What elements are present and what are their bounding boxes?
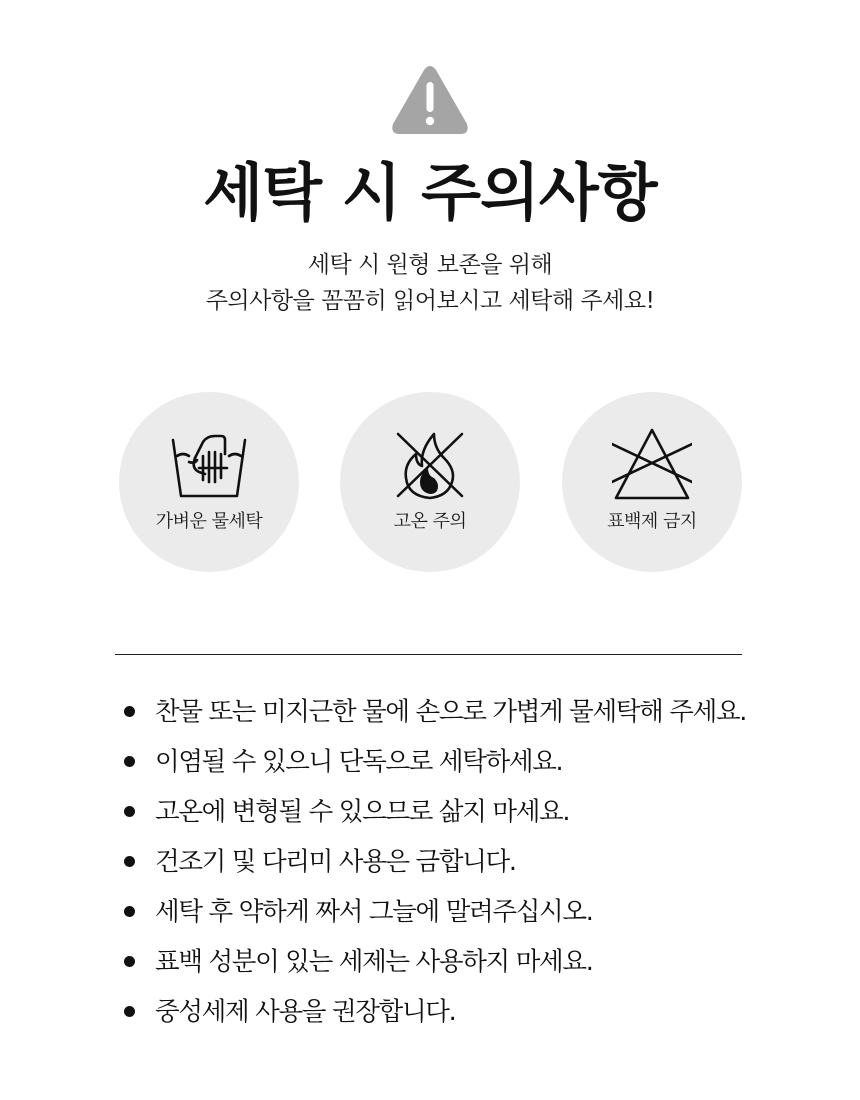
bullet-icon — [124, 906, 135, 917]
subtitle-line-2: 주의사항을 꼼꼼히 읽어보시고 세탁해 주세요! — [205, 288, 655, 314]
list-item — [124, 988, 824, 1038]
bullet-icon — [124, 756, 135, 767]
bullet-icon — [124, 806, 135, 817]
subtitle-line-1: 세탁 시 원형 보존을 위해 — [307, 252, 553, 278]
page-title: 세탁 시 주의사항 — [203, 156, 657, 229]
notice-text: 고온에 변형될 수 있으므로 삶지 마세요. — [155, 797, 570, 827]
bullet-icon — [124, 956, 135, 967]
notice-text: 표백 성분이 있는 세제는 사용하지 마세요. — [155, 947, 593, 977]
list-item — [124, 688, 824, 738]
bullet-icon — [124, 706, 135, 717]
notice-text: 중성세제 사용을 권장합니다. — [155, 997, 456, 1027]
care-symbol-no-bleach — [562, 392, 742, 572]
care-label-hand-wash: 가벼운 물세탁 — [155, 511, 263, 532]
list-item — [124, 838, 824, 888]
list-item — [124, 888, 824, 938]
care-label-no-heat: 고온 주의 — [393, 511, 467, 532]
care-label-no-bleach: 표백제 금지 — [607, 511, 697, 532]
notice-text: 세탁 후 약하게 짜서 그늘에 말려주십시오. — [155, 897, 593, 927]
list-item — [124, 938, 824, 988]
notice-list — [124, 688, 824, 1038]
bullet-icon — [124, 1006, 135, 1017]
bullet-icon — [124, 856, 135, 867]
no-bleach-icon — [612, 428, 692, 502]
care-symbol-no-heat — [340, 392, 520, 572]
divider — [115, 654, 742, 655]
notice-text: 이염될 수 있으니 단독으로 세탁하세요. — [155, 747, 563, 777]
care-symbol-hand-wash — [119, 392, 299, 572]
list-item — [124, 788, 824, 838]
hand-wash-icon — [169, 428, 249, 502]
no-heat-icon — [390, 428, 470, 502]
list-item — [124, 738, 824, 788]
notice-text: 찬물 또는 미지근한 물에 손으로 가볍게 물세탁해 주세요. — [155, 697, 747, 727]
notice-text: 건조기 및 다리미 사용은 금합니다. — [155, 847, 516, 877]
warning-icon — [390, 64, 470, 136]
